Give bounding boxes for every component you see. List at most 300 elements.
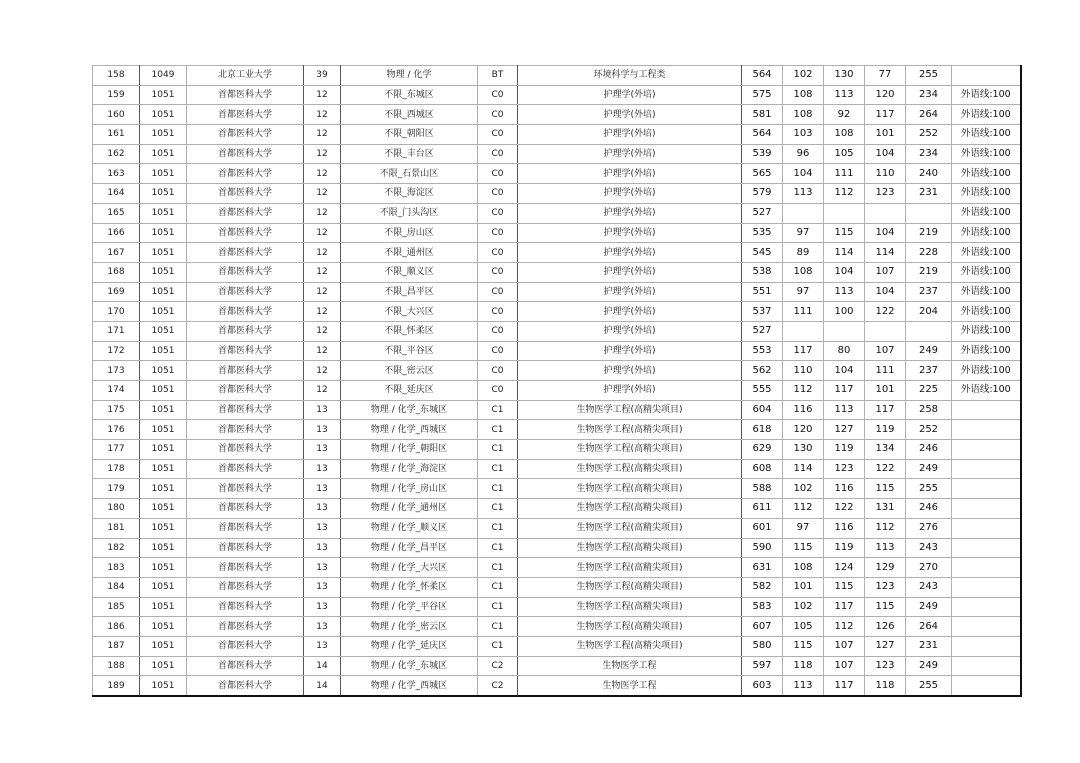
math-score-cell: 115	[824, 223, 865, 243]
combined-score-cell: 231	[906, 184, 952, 204]
remark-cell	[952, 617, 1021, 637]
combined-score-cell: 246	[906, 440, 952, 460]
school-code-cell: 1051	[140, 420, 187, 440]
math-score-cell: 104	[824, 262, 865, 282]
major-code-cell: C1	[478, 577, 518, 597]
group-code-cell: 12	[304, 105, 341, 125]
major-code-cell: C1	[478, 440, 518, 460]
math-score-cell: 113	[824, 85, 865, 105]
chinese-score-cell	[783, 321, 824, 341]
school-name-cell: 首都医科大学	[187, 597, 304, 617]
total-score-cell: 603	[742, 676, 783, 696]
math-score-cell: 117	[824, 676, 865, 696]
total-score-cell: 582	[742, 577, 783, 597]
combined-score-cell	[906, 203, 952, 223]
major-name-cell: 护理学(外培)	[518, 184, 742, 204]
major-name-cell: 护理学(外培)	[518, 85, 742, 105]
chinese-score-cell: 103	[783, 125, 824, 145]
school-name-cell: 首都医科大学	[187, 420, 304, 440]
school-name-cell: 首都医科大学	[187, 538, 304, 558]
row-index-cell: 169	[93, 282, 140, 302]
chinese-score-cell: 112	[783, 499, 824, 519]
row-index-cell: 174	[93, 381, 140, 401]
remark-cell	[952, 558, 1021, 578]
table-row	[93, 341, 1021, 361]
subject-requirement-cell: 不限_石景山区	[341, 164, 478, 184]
table-row	[93, 66, 1021, 86]
remark-cell	[952, 636, 1021, 656]
subject-requirement-cell: 物理 / 化学_朝阳区	[341, 440, 478, 460]
chinese-score-cell: 112	[783, 381, 824, 401]
remark-cell: 外语线:100	[952, 243, 1021, 263]
remark-cell	[952, 66, 1021, 86]
chinese-score-cell: 97	[783, 223, 824, 243]
subject-requirement-cell: 不限_门头沟区	[341, 203, 478, 223]
combined-score-cell: 246	[906, 499, 952, 519]
remark-cell	[952, 440, 1021, 460]
school-code-cell: 1051	[140, 125, 187, 145]
school-code-cell: 1051	[140, 361, 187, 381]
table-row	[93, 558, 1021, 578]
major-code-cell: C0	[478, 164, 518, 184]
group-code-cell: 13	[304, 518, 341, 538]
school-code-cell: 1051	[140, 676, 187, 696]
chinese-score-cell: 113	[783, 184, 824, 204]
row-index-cell: 159	[93, 85, 140, 105]
chinese-score-cell: 104	[783, 164, 824, 184]
row-index-cell: 171	[93, 321, 140, 341]
table-row	[93, 479, 1021, 499]
subject-requirement-cell: 物理 / 化学_东城区	[341, 400, 478, 420]
row-index-cell: 184	[93, 577, 140, 597]
school-code-cell: 1051	[140, 85, 187, 105]
major-name-cell: 生物医学工程	[518, 676, 742, 696]
subject-requirement-cell: 不限_丰台区	[341, 144, 478, 164]
foreign-language-score-cell: 122	[865, 302, 906, 322]
total-score-cell: 588	[742, 479, 783, 499]
school-name-cell: 首都医科大学	[187, 617, 304, 637]
school-code-cell: 1051	[140, 577, 187, 597]
total-score-cell: 607	[742, 617, 783, 637]
total-score-cell: 539	[742, 144, 783, 164]
subject-requirement-cell: 不限_平谷区	[341, 341, 478, 361]
math-score-cell: 115	[824, 577, 865, 597]
combined-score-cell: 240	[906, 164, 952, 184]
remark-cell: 外语线:100	[952, 262, 1021, 282]
remark-cell	[952, 656, 1021, 676]
table-row	[93, 499, 1021, 519]
subject-requirement-cell: 物理 / 化学_海淀区	[341, 459, 478, 479]
school-name-cell: 首都医科大学	[187, 125, 304, 145]
school-name-cell: 首都医科大学	[187, 302, 304, 322]
combined-score-cell: 249	[906, 341, 952, 361]
row-index-cell: 189	[93, 676, 140, 696]
math-score-cell: 122	[824, 499, 865, 519]
row-index-cell: 177	[93, 440, 140, 460]
school-name-cell: 首都医科大学	[187, 676, 304, 696]
subject-requirement-cell: 不限_昌平区	[341, 282, 478, 302]
group-code-cell: 14	[304, 676, 341, 696]
foreign-language-score-cell: 120	[865, 85, 906, 105]
combined-score-cell: 243	[906, 577, 952, 597]
math-score-cell: 107	[824, 636, 865, 656]
total-score-cell: 538	[742, 262, 783, 282]
major-name-cell: 生物医学工程(高精尖项目)	[518, 440, 742, 460]
combined-score-cell: 276	[906, 518, 952, 538]
total-score-cell: 545	[742, 243, 783, 263]
school-name-cell: 首都医科大学	[187, 321, 304, 341]
total-score-cell: 553	[742, 341, 783, 361]
remark-cell: 外语线:100	[952, 282, 1021, 302]
chinese-score-cell: 110	[783, 361, 824, 381]
foreign-language-score-cell: 104	[865, 223, 906, 243]
school-name-cell: 首都医科大学	[187, 164, 304, 184]
subject-requirement-cell: 物理 / 化学_顺义区	[341, 518, 478, 538]
school-name-cell: 首都医科大学	[187, 144, 304, 164]
row-index-cell: 175	[93, 400, 140, 420]
table-row	[93, 636, 1021, 656]
combined-score-cell: 249	[906, 459, 952, 479]
major-name-cell: 护理学(外培)	[518, 381, 742, 401]
foreign-language-score-cell: 101	[865, 125, 906, 145]
school-code-cell: 1051	[140, 105, 187, 125]
remark-cell: 外语线:100	[952, 361, 1021, 381]
group-code-cell: 13	[304, 479, 341, 499]
table-row	[93, 440, 1021, 460]
school-name-cell: 首都医科大学	[187, 499, 304, 519]
math-score-cell: 112	[824, 617, 865, 637]
combined-score-cell: 228	[906, 243, 952, 263]
group-code-cell: 12	[304, 341, 341, 361]
combined-score-cell: 270	[906, 558, 952, 578]
school-name-cell: 首都医科大学	[187, 282, 304, 302]
group-code-cell: 13	[304, 440, 341, 460]
school-name-cell: 首都医科大学	[187, 262, 304, 282]
major-code-cell: C2	[478, 676, 518, 696]
row-index-cell: 178	[93, 459, 140, 479]
foreign-language-score-cell: 104	[865, 144, 906, 164]
combined-score-cell: 249	[906, 656, 952, 676]
major-name-cell: 生物医学工程	[518, 656, 742, 676]
math-score-cell: 105	[824, 144, 865, 164]
row-index-cell: 186	[93, 617, 140, 637]
school-code-cell: 1051	[140, 597, 187, 617]
school-code-cell: 1051	[140, 538, 187, 558]
chinese-score-cell: 116	[783, 400, 824, 420]
foreign-language-score-cell	[865, 203, 906, 223]
major-code-cell: C1	[478, 597, 518, 617]
row-index-cell: 166	[93, 223, 140, 243]
total-score-cell: 565	[742, 164, 783, 184]
major-code-cell: C2	[478, 656, 518, 676]
group-code-cell: 12	[304, 361, 341, 381]
subject-requirement-cell: 不限_通州区	[341, 243, 478, 263]
school-code-cell: 1051	[140, 184, 187, 204]
major-code-cell: C0	[478, 203, 518, 223]
row-index-cell: 173	[93, 361, 140, 381]
major-name-cell: 生物医学工程(高精尖项目)	[518, 518, 742, 538]
school-code-cell: 1051	[140, 479, 187, 499]
table-row	[93, 518, 1021, 538]
table-row	[93, 420, 1021, 440]
total-score-cell: 608	[742, 459, 783, 479]
remark-cell: 外语线:100	[952, 85, 1021, 105]
row-index-cell: 163	[93, 164, 140, 184]
combined-score-cell	[906, 321, 952, 341]
math-score-cell: 127	[824, 420, 865, 440]
group-code-cell: 12	[304, 262, 341, 282]
foreign-language-score-cell: 111	[865, 361, 906, 381]
major-name-cell: 生物医学工程(高精尖项目)	[518, 459, 742, 479]
chinese-score-cell: 105	[783, 617, 824, 637]
major-code-cell: C0	[478, 184, 518, 204]
table-row	[93, 203, 1021, 223]
combined-score-cell: 258	[906, 400, 952, 420]
major-name-cell: 生物医学工程(高精尖项目)	[518, 420, 742, 440]
school-code-cell: 1051	[140, 459, 187, 479]
foreign-language-score-cell: 129	[865, 558, 906, 578]
group-code-cell: 12	[304, 302, 341, 322]
math-score-cell: 92	[824, 105, 865, 125]
major-code-cell: C0	[478, 341, 518, 361]
foreign-language-score-cell: 117	[865, 105, 906, 125]
math-score-cell: 123	[824, 459, 865, 479]
major-name-cell: 护理学(外培)	[518, 282, 742, 302]
major-code-cell: C0	[478, 85, 518, 105]
math-score-cell: 117	[824, 597, 865, 617]
school-name-cell: 首都医科大学	[187, 518, 304, 538]
row-index-cell: 185	[93, 597, 140, 617]
total-score-cell: 535	[742, 223, 783, 243]
row-index-cell: 165	[93, 203, 140, 223]
combined-score-cell: 237	[906, 361, 952, 381]
total-score-cell: 590	[742, 538, 783, 558]
total-score-cell: 564	[742, 125, 783, 145]
total-score-cell: 527	[742, 203, 783, 223]
total-score-cell: 575	[742, 85, 783, 105]
total-score-cell: 537	[742, 302, 783, 322]
foreign-language-score-cell: 110	[865, 164, 906, 184]
major-name-cell: 护理学(外培)	[518, 203, 742, 223]
remark-cell: 外语线:100	[952, 184, 1021, 204]
math-score-cell	[824, 321, 865, 341]
school-code-cell: 1051	[140, 282, 187, 302]
math-score-cell: 80	[824, 341, 865, 361]
chinese-score-cell: 120	[783, 420, 824, 440]
major-code-cell: C1	[478, 479, 518, 499]
school-name-cell: 首都医科大学	[187, 184, 304, 204]
major-name-cell: 护理学(外培)	[518, 341, 742, 361]
school-name-cell: 首都医科大学	[187, 85, 304, 105]
foreign-language-score-cell: 123	[865, 656, 906, 676]
major-name-cell: 生物医学工程(高精尖项目)	[518, 636, 742, 656]
subject-requirement-cell: 物理 / 化学_延庆区	[341, 636, 478, 656]
table-row	[93, 105, 1021, 125]
major-code-cell: C0	[478, 381, 518, 401]
remark-cell: 外语线:100	[952, 105, 1021, 125]
group-code-cell: 12	[304, 381, 341, 401]
school-code-cell: 1051	[140, 636, 187, 656]
combined-score-cell: 255	[906, 66, 952, 86]
remark-cell: 外语线:100	[952, 381, 1021, 401]
row-index-cell: 158	[93, 66, 140, 86]
table-row	[93, 676, 1021, 696]
group-code-cell: 13	[304, 636, 341, 656]
total-score-cell: 631	[742, 558, 783, 578]
foreign-language-score-cell: 134	[865, 440, 906, 460]
combined-score-cell: 231	[906, 636, 952, 656]
remark-cell	[952, 479, 1021, 499]
row-index-cell: 167	[93, 243, 140, 263]
school-code-cell: 1051	[140, 656, 187, 676]
remark-cell: 外语线:100	[952, 164, 1021, 184]
foreign-language-score-cell: 117	[865, 400, 906, 420]
foreign-language-score-cell: 114	[865, 243, 906, 263]
foreign-language-score-cell: 122	[865, 459, 906, 479]
group-code-cell: 14	[304, 656, 341, 676]
major-code-cell: C1	[478, 558, 518, 578]
major-code-cell: C1	[478, 518, 518, 538]
table-row	[93, 184, 1021, 204]
foreign-language-score-cell: 123	[865, 184, 906, 204]
major-code-cell: C0	[478, 105, 518, 125]
school-name-cell: 首都医科大学	[187, 479, 304, 499]
school-code-cell: 1051	[140, 321, 187, 341]
table-row	[93, 361, 1021, 381]
major-code-cell: BT	[478, 66, 518, 86]
table-row	[93, 459, 1021, 479]
math-score-cell: 113	[824, 282, 865, 302]
combined-score-cell: 243	[906, 538, 952, 558]
major-code-cell: C0	[478, 144, 518, 164]
major-name-cell: 生物医学工程(高精尖项目)	[518, 597, 742, 617]
major-name-cell: 护理学(外培)	[518, 361, 742, 381]
math-score-cell: 108	[824, 125, 865, 145]
subject-requirement-cell: 物理 / 化学_房山区	[341, 479, 478, 499]
foreign-language-score-cell: 112	[865, 518, 906, 538]
major-code-cell: C1	[478, 400, 518, 420]
subject-requirement-cell: 不限_顺义区	[341, 262, 478, 282]
math-score-cell: 124	[824, 558, 865, 578]
subject-requirement-cell: 不限_怀柔区	[341, 321, 478, 341]
combined-score-cell: 255	[906, 479, 952, 499]
group-code-cell: 12	[304, 184, 341, 204]
major-name-cell: 护理学(外培)	[518, 262, 742, 282]
group-code-cell: 12	[304, 203, 341, 223]
row-index-cell: 172	[93, 341, 140, 361]
combined-score-cell: 219	[906, 262, 952, 282]
major-name-cell: 护理学(外培)	[518, 164, 742, 184]
foreign-language-score-cell: 126	[865, 617, 906, 637]
remark-cell	[952, 538, 1021, 558]
chinese-score-cell: 115	[783, 636, 824, 656]
school-code-cell: 1051	[140, 302, 187, 322]
subject-requirement-cell: 不限_大兴区	[341, 302, 478, 322]
subject-requirement-cell: 物理 / 化学_西城区	[341, 420, 478, 440]
total-score-cell: 562	[742, 361, 783, 381]
combined-score-cell: 237	[906, 282, 952, 302]
combined-score-cell: 255	[906, 676, 952, 696]
major-name-cell: 生物医学工程(高精尖项目)	[518, 400, 742, 420]
math-score-cell: 116	[824, 518, 865, 538]
combined-score-cell: 264	[906, 617, 952, 637]
row-index-cell: 181	[93, 518, 140, 538]
major-name-cell: 护理学(外培)	[518, 223, 742, 243]
school-code-cell: 1051	[140, 203, 187, 223]
group-code-cell: 13	[304, 420, 341, 440]
remark-cell: 外语线:100	[952, 223, 1021, 243]
combined-score-cell: 249	[906, 597, 952, 617]
group-code-cell: 39	[304, 66, 341, 86]
math-score-cell: 111	[824, 164, 865, 184]
chinese-score-cell: 114	[783, 459, 824, 479]
major-code-cell: C1	[478, 459, 518, 479]
row-index-cell: 170	[93, 302, 140, 322]
major-name-cell: 护理学(外培)	[518, 144, 742, 164]
school-name-cell: 北京工业大学	[187, 66, 304, 86]
combined-score-cell: 225	[906, 381, 952, 401]
foreign-language-score-cell: 127	[865, 636, 906, 656]
remark-cell	[952, 499, 1021, 519]
group-code-cell: 13	[304, 577, 341, 597]
table-row	[93, 617, 1021, 637]
math-score-cell: 119	[824, 440, 865, 460]
row-index-cell: 176	[93, 420, 140, 440]
total-score-cell: 581	[742, 105, 783, 125]
major-code-cell: C0	[478, 302, 518, 322]
total-score-cell: 629	[742, 440, 783, 460]
table-row	[93, 223, 1021, 243]
row-index-cell: 168	[93, 262, 140, 282]
total-score-cell: 564	[742, 66, 783, 86]
chinese-score-cell: 101	[783, 577, 824, 597]
major-name-cell: 环境科学与工程类	[518, 66, 742, 86]
school-code-cell: 1051	[140, 617, 187, 637]
table-row	[93, 125, 1021, 145]
row-index-cell: 187	[93, 636, 140, 656]
remark-cell	[952, 459, 1021, 479]
remark-cell	[952, 577, 1021, 597]
chinese-score-cell: 89	[783, 243, 824, 263]
total-score-cell: 583	[742, 597, 783, 617]
school-code-cell: 1051	[140, 262, 187, 282]
group-code-cell: 13	[304, 499, 341, 519]
math-score-cell: 130	[824, 66, 865, 86]
table-row	[93, 302, 1021, 322]
table-row	[93, 282, 1021, 302]
math-score-cell: 119	[824, 538, 865, 558]
subject-requirement-cell: 物理 / 化学_昌平区	[341, 538, 478, 558]
foreign-language-score-cell: 77	[865, 66, 906, 86]
major-name-cell: 护理学(外培)	[518, 302, 742, 322]
school-code-cell: 1051	[140, 164, 187, 184]
subject-requirement-cell: 物理 / 化学_通州区	[341, 499, 478, 519]
chinese-score-cell: 130	[783, 440, 824, 460]
school-code-cell: 1051	[140, 558, 187, 578]
school-code-cell: 1051	[140, 381, 187, 401]
chinese-score-cell: 102	[783, 479, 824, 499]
total-score-cell: 597	[742, 656, 783, 676]
group-code-cell: 12	[304, 164, 341, 184]
math-score-cell: 104	[824, 361, 865, 381]
school-code-cell: 1051	[140, 243, 187, 263]
subject-requirement-cell: 物理 / 化学_怀柔区	[341, 577, 478, 597]
foreign-language-score-cell: 123	[865, 577, 906, 597]
major-name-cell: 护理学(外培)	[518, 243, 742, 263]
total-score-cell: 527	[742, 321, 783, 341]
score-table	[92, 65, 1022, 697]
school-code-cell: 1051	[140, 440, 187, 460]
